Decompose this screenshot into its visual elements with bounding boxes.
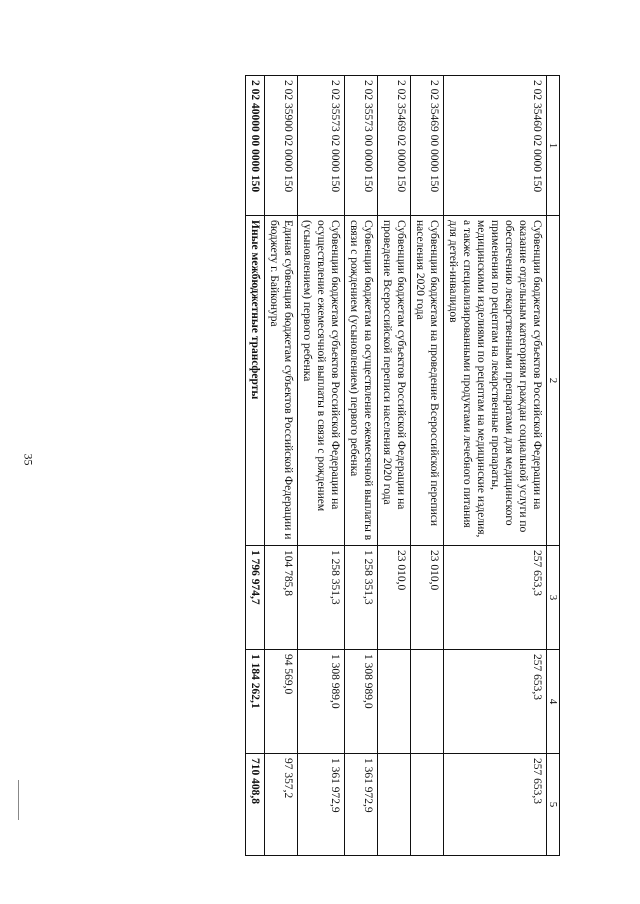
header-cell-4: 4: [547, 650, 560, 754]
header-row: [547, 76, 560, 856]
row-value-col5: [411, 754, 444, 856]
row-name: Единая субвенция бюджетам субъектов Российской Федерации и бюджету г. Байконура: [265, 216, 298, 546]
total-value-col5: 710 408,8: [246, 754, 265, 856]
row-value-col5: 1 361 972,9: [345, 754, 378, 856]
row-value-col4: 257 653,3: [444, 650, 547, 754]
header-cell-3: 3: [547, 546, 560, 650]
table-row: [345, 76, 378, 856]
row-value-col3: 1 258 351,3: [345, 546, 378, 650]
row-value-col3: 23 010,0: [378, 546, 411, 650]
row-code: 2 02 35573 02 0000 150: [298, 76, 345, 216]
budget-table: [245, 75, 560, 856]
row-code: 2 02 35573 00 0000 150: [345, 76, 378, 216]
table-row: [378, 76, 411, 856]
row-value-col4: [411, 650, 444, 754]
row-value-col3: 23 010,0: [411, 546, 444, 650]
rotated-table-container: [110, 75, 560, 855]
total-code: 2 02 40000 00 0000 150: [246, 76, 265, 216]
row-value-col4: 1 308 989,0: [298, 650, 345, 754]
header-cell-2: 2: [547, 216, 560, 546]
table-row: [298, 76, 345, 856]
page-number: 35: [21, 453, 36, 466]
row-value-col4: 94 569,0: [265, 650, 298, 754]
row-code: 2 02 35469 00 0000 150: [411, 76, 444, 216]
header-cell-1: 1: [547, 76, 560, 216]
row-value-col5: 1 361 972,9: [298, 754, 345, 856]
total-row: [246, 76, 265, 856]
row-name: Субвенции бюджетам на осуществление ежемесячной выплаты в связи с рождением (усыновлением) первого ребенка: [345, 216, 378, 546]
table-row: [411, 76, 444, 856]
header-cell-5: 5: [547, 754, 560, 856]
table-row: [444, 76, 547, 856]
table-row: [265, 76, 298, 856]
row-value-col5: 257 653,3: [444, 754, 547, 856]
row-value-col3: 257 653,3: [444, 546, 547, 650]
row-code: 2 02 35469 02 0000 150: [378, 76, 411, 216]
row-value-col5: [378, 754, 411, 856]
row-code: 2 02 35460 02 0000 150: [444, 76, 547, 216]
row-value-col5: 97 357,2: [265, 754, 298, 856]
row-value-col4: 1 308 989,0: [345, 650, 378, 754]
total-value-col3: 1 796 974,7: [246, 546, 265, 650]
total-name: Иные межбюджетные трансферты: [246, 216, 265, 546]
row-name: Субвенции бюджетам субъектов Российской Федерации на осуществление ежемесячной выплаты в связи с рождением (усыновлением) первого ребенка: [298, 216, 345, 546]
row-name: Субвенции бюджетам субъектов Российской Федерации на оказание отдельным категориям граждан социальной услуги по обеспечению лекарственными препаратами для медицинского применения по рецептам на лекарственные препараты, медицинскими изделиями по рецептам на медицинские изделия, а также специализированными продуктами лечебного питания для детей-инвалидов: [444, 216, 547, 546]
row-name: Субвенции бюджетам субъектов Российской Федерации на проведение Всероссийской переписи населения 2020 года: [378, 216, 411, 546]
row-value-col4: [378, 650, 411, 754]
row-code: 2 02 35900 02 0000 150: [265, 76, 298, 216]
row-value-col3: 1 258 351,3: [298, 546, 345, 650]
row-name: Субвенции бюджетам на проведение Всероссийской переписи населения 2020 года: [411, 216, 444, 546]
row-value-col3: 104 785,8: [265, 546, 298, 650]
page-edge-mark: [18, 780, 19, 820]
total-value-col4: 1 184 262,1: [246, 650, 265, 754]
